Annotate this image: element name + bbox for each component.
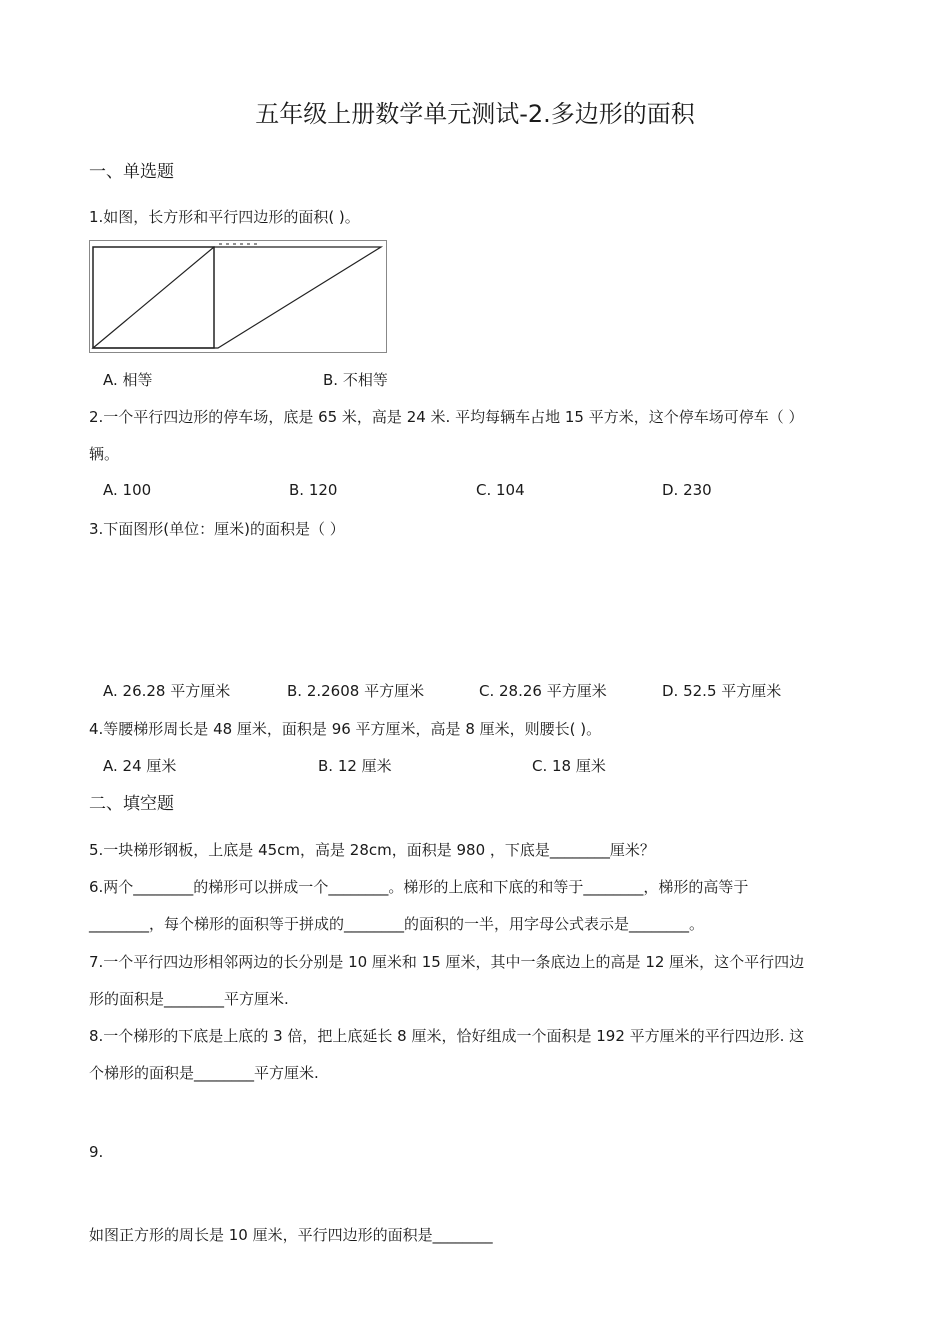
section-heading-single-choice: 一、单选题 [89, 162, 174, 182]
question-1-text: 1.如图，长方形和平行四边形的面积( )。 [89, 208, 360, 226]
question-4-text: 4.等腰梯形周长是 48 厘米，面积是 96 平方厘米，高是 8 厘米，则腰长( )。 [89, 720, 602, 738]
question-2-option-c[interactable]: C. 104 [476, 481, 525, 499]
question-5-text: 5.一块梯形钢板，上底是 45cm，高是 28cm，面积是 980 ，下底是________厘米？ [89, 841, 655, 859]
question-6-line-2: ________，每个梯形的面积等于拼成的________的面积的一半，用字母公式表示是________。 [89, 915, 705, 933]
question-2-line-1: 2.一个平行四边形的停车场，底是 65 米，高是 24 米. 平均每辆车占地 15 平方米，这个停车场可停车（ ） [89, 408, 804, 426]
question-3-option-a[interactable]: A. 26.28 平方厘米 [103, 682, 231, 700]
question-4-option-a[interactable]: A. 24 厘米 [103, 757, 177, 775]
section-heading-fill-in: 二、填空题 [89, 794, 174, 814]
question-2-option-d[interactable]: D. 230 [662, 481, 712, 499]
question-2-option-b[interactable]: B. 120 [289, 481, 338, 499]
question-7-line-1: 7.一个平行四边形相邻两边的长分别是 10 厘米和 15 厘米，其中一条底边上的高是 12 厘米，这个平行四边 [89, 953, 805, 971]
question-2-line-2: 辆。 [89, 445, 120, 463]
question-3-option-d[interactable]: D. 52.5 平方厘米 [662, 682, 782, 700]
page-title: 五年级上册数学单元测试-2.多边形的面积 [255, 100, 695, 128]
question-3-option-b[interactable]: B. 2.2608 平方厘米 [287, 682, 425, 700]
question-8-line-1: 8.一个梯形的下底是上底的 3 倍，把上底延长 8 厘米，恰好组成一个面积是 192 平方厘米的平行四边形. 这 [89, 1027, 805, 1045]
question-8-line-2: 个梯形的面积是________平方厘米. [89, 1064, 319, 1082]
question-1-option-b[interactable]: B. 不相等 [323, 371, 388, 389]
question-9-number: 9. [89, 1143, 104, 1161]
question-4-option-c[interactable]: C. 18 厘米 [532, 757, 606, 775]
question-3-figure-area [89, 545, 389, 665]
question-2-option-a[interactable]: A. 100 [103, 481, 152, 499]
question-6-line-1: 6.两个________的梯形可以拼成一个________。梯形的上底和下底的和等于________，梯形的高等于 [89, 878, 749, 896]
question-7-line-2: 形的面积是________平方厘米. [89, 990, 289, 1008]
question-4-option-b[interactable]: B. 12 厘米 [318, 757, 392, 775]
rectangle-parallelogram-figure [89, 240, 387, 353]
question-9-text: 如图正方形的周长是 10 厘米，平行四边形的面积是________ [89, 1226, 493, 1244]
question-1-option-a[interactable]: A. 相等 [103, 371, 153, 389]
question-3-option-c[interactable]: C. 28.26 平方厘米 [479, 682, 607, 700]
question-3-text: 3.下面图形(单位：厘米)的面积是（ ） [89, 520, 345, 538]
